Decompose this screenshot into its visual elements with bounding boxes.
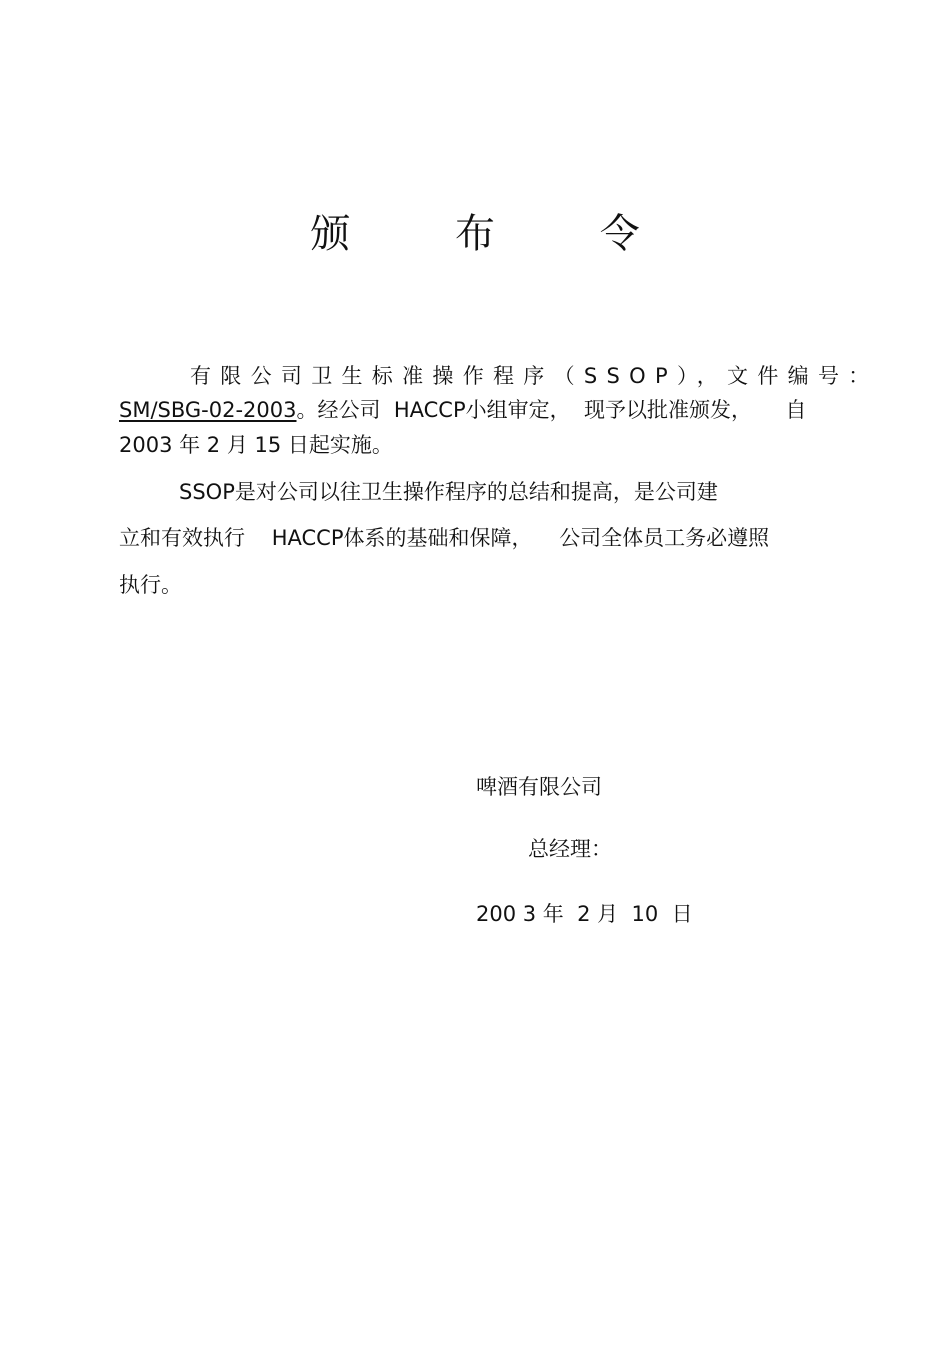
body-line-6: 执行。 [119, 573, 182, 597]
document-title: 颁 布 令 [310, 211, 686, 257]
body-line-2 [119, 395, 806, 425]
document-number: SM/SBG-02-2003 [119, 398, 297, 422]
signature-date: 200 3 年 2 月 10 日 [476, 902, 693, 926]
body-line-5: 立和有效执行 HACCP体系的基础和保障， 公司全体员工务必遵照 [119, 526, 770, 550]
signature-manager: 总经理： [528, 837, 612, 861]
body-line-3: 2003 年 2 月 15 日起实施。 [119, 433, 393, 457]
body-line-2-text: 。经公司 HACCP小组审定， 现予以批准颁发， 自 [296, 398, 807, 422]
body-line-4: SSOP是对公司以往卫生操作程序的总结和提高，是公司建 [179, 480, 718, 504]
body-line-1: 有限公司卫生标准操作程序（SSOP），文件编号： [190, 364, 879, 388]
signature-company: 啤酒有限公司 [476, 775, 602, 799]
